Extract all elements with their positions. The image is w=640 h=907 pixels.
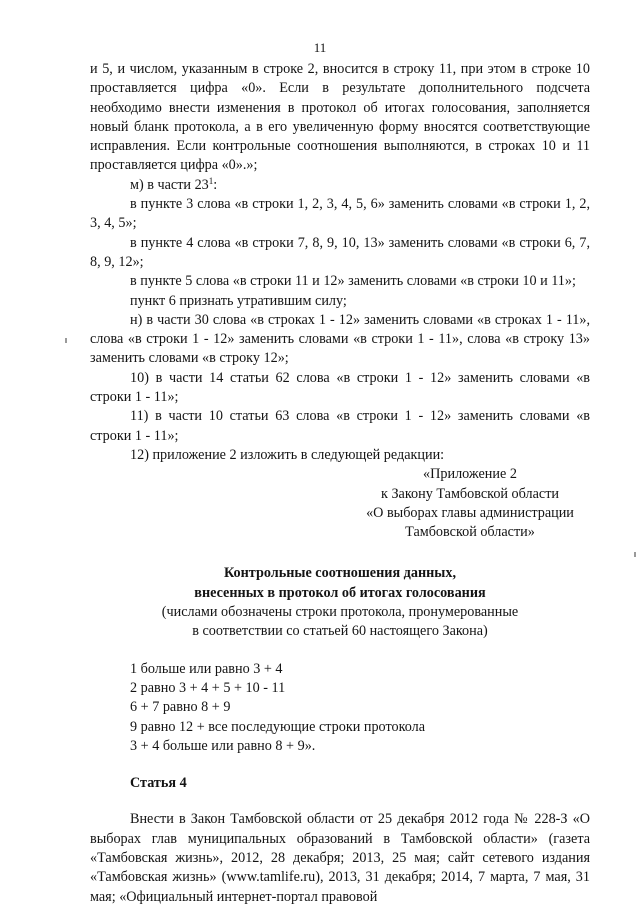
paragraph-item-10: 10) в части 14 статьи 62 слова «в строки 1 - 12» заменить словами «в строки 1 - 11»; (90, 369, 590, 406)
ratio-item: 6 + 7 равно 8 + 9 (130, 699, 231, 716)
ratio-item: 1 больше или равно 3 + 4 (130, 660, 283, 677)
document-body (90, 60, 590, 907)
title-note: в соответствии со статьей 60 настоящего Закона) (192, 623, 488, 640)
appendix-line: «Приложение 2 (423, 466, 517, 483)
paragraph-item-m (90, 176, 590, 195)
paragraph-point-5: в пункте 5 слова «в строки 11 и 12» заменить словами «в строки 10 и 11»; (130, 273, 576, 290)
appendix-line: к Закону Тамбовской области (381, 485, 559, 502)
paragraph-item-12: 12) приложение 2 изложить в следующей редакции: (130, 446, 445, 463)
paragraph-item-11: 11) в части 10 статьи 63 слова «в строки 1 - 12» заменить словами «в строки 1 - 11»; (90, 408, 590, 444)
appendix-line: «О выборах главы администрации (366, 504, 574, 521)
paragraph-item-n: н) в части 30 слова «в строках 1 - 12» заменить словами «в строках 1 - 11», слова «в строки 1 - 12» заменить словами «в строки 1 - 11», слова «в строку 13» заменить словами «в строку 12»; (90, 311, 590, 367)
item-m-text: м) в части 23 (130, 176, 209, 193)
title-line: внесенных в протокол об итогах голосования (194, 584, 486, 601)
control-ratios-list (90, 660, 590, 756)
title-note: (числами обозначены строки протокола, пронумерованные (161, 604, 519, 621)
article-heading: Статья 4 (130, 775, 187, 792)
paragraph-point-3: в пункте 3 слова «в строки 1, 2, 3, 4, 5, 6» заменить словами «в строки 1, 2, 3, 4, 5»; (90, 196, 590, 232)
article-body: Внести в Закон Тамбовской области от 25 декабря 2012 года № 228-З «О выборах глав муниципальных образований в Тамбовской области» (газета «Тамбовская жизнь», 2012, 28 декабря; 2013, 25 мая; сайт сетевого издания «Тамбовская жизнь» (www.tamlife.ru), 2013, 31 декабря; 2014, 7 марта, 7 мая, 31 мая; «Официальный интернет-портал правовой (90, 811, 590, 905)
appendix-line: Тамбовской области» (405, 524, 535, 541)
margin-mark (65, 338, 67, 343)
ratio-item: 2 равно 3 + 4 + 5 + 10 - 11 (130, 679, 286, 696)
margin-mark (634, 552, 636, 557)
paragraph-continuation: и 5, и числом, указанным в строке 2, вносится в строку 11, при этом в строке 10 проставляется цифра «0». Если в результате дополнительного подсчета необходимо внести изменения в протокол об итогах голосования, заполняется новый бланк протокола, а в его увеличенную форму вносятся соответствующие исправления. Если контрольные соотношения выполняются, в строках 10 и 11 проставляется цифра «0».»; (90, 61, 590, 174)
appendix-header (350, 465, 590, 542)
title-line: Контрольные соотношения данных, (223, 565, 457, 582)
ratio-item: 3 + 4 больше или равно 8 + 9». (130, 737, 316, 754)
page-number: 11 (313, 40, 327, 55)
paragraph-point-6: пункт 6 признать утратившим силу; (130, 292, 347, 309)
item-m-tail: : (213, 176, 218, 193)
appendix-title (90, 564, 590, 641)
paragraph-point-4: в пункте 4 слова «в строки 7, 8, 9, 10, 13» заменить словами «в строки 6, 7, 8, 9, 12»; (90, 234, 590, 270)
ratio-item: 9 равно 12 + все последующие строки протокола (130, 718, 426, 735)
item-m-superscript: 1 (208, 175, 214, 186)
